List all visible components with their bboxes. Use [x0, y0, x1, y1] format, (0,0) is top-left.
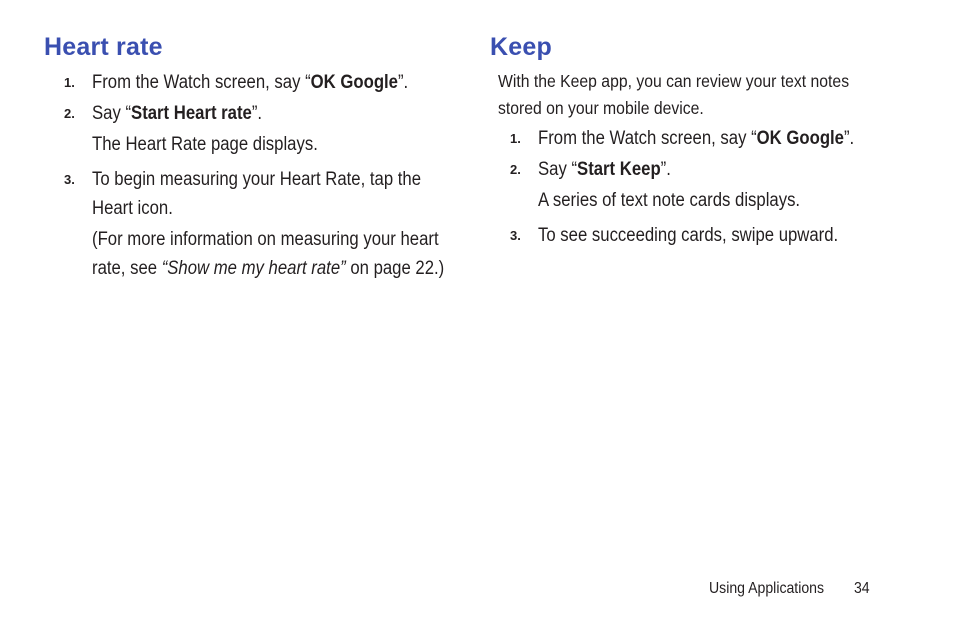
- heart-rate-step-3: 3. To begin measuring your Heart Rate, tap the Heart icon.: [44, 165, 454, 223]
- voice-command: OK Google: [310, 72, 398, 93]
- heart-rate-section: [44, 32, 454, 283]
- voice-command: Start Heart rate: [131, 103, 252, 124]
- step-number: 1.: [510, 131, 521, 146]
- keep-step-3: 3. To see succeeding cards, swipe upward.: [490, 221, 890, 250]
- step-number: 1.: [64, 75, 75, 90]
- voice-command: Start Keep: [577, 159, 661, 180]
- keep-intro: With the Keep app, you can review your text notes stored on your mobile device.: [498, 71, 850, 118]
- heart-rate-heading: Heart rate: [44, 33, 163, 61]
- voice-command: OK Google: [756, 128, 844, 149]
- keep-step-1: 1. From the Watch screen, say “OK Google”.: [490, 124, 890, 153]
- heart-rate-step-1: 1. From the Watch screen, say “OK Google”.: [44, 68, 454, 97]
- keep-section: [490, 32, 890, 250]
- keep-step-2-result: A series of text note cards displays.: [538, 190, 801, 211]
- heart-rate-step-2: 2. Say “Start Heart rate”.: [44, 99, 454, 128]
- page-number: 34: [853, 580, 870, 597]
- heart-rate-step-2-result: The Heart Rate page displays.: [92, 134, 318, 155]
- keep-step-2: 2. Say “Start Keep”.: [490, 155, 890, 184]
- step-number: 2.: [64, 106, 75, 121]
- page-footer: [709, 578, 870, 600]
- keep-heading: Keep: [490, 33, 552, 61]
- heart-rate-step-3-note: (For more information on measuring your heart rate, see “Show me my heart rate” on page 22.): [92, 229, 445, 279]
- footer-section-title: Using Applications: [709, 580, 825, 597]
- step-number: 2.: [510, 162, 521, 177]
- step-number: 3.: [64, 172, 75, 187]
- step-number: 3.: [510, 228, 521, 243]
- cross-reference-link[interactable]: “Show me my heart rate”: [161, 258, 346, 279]
